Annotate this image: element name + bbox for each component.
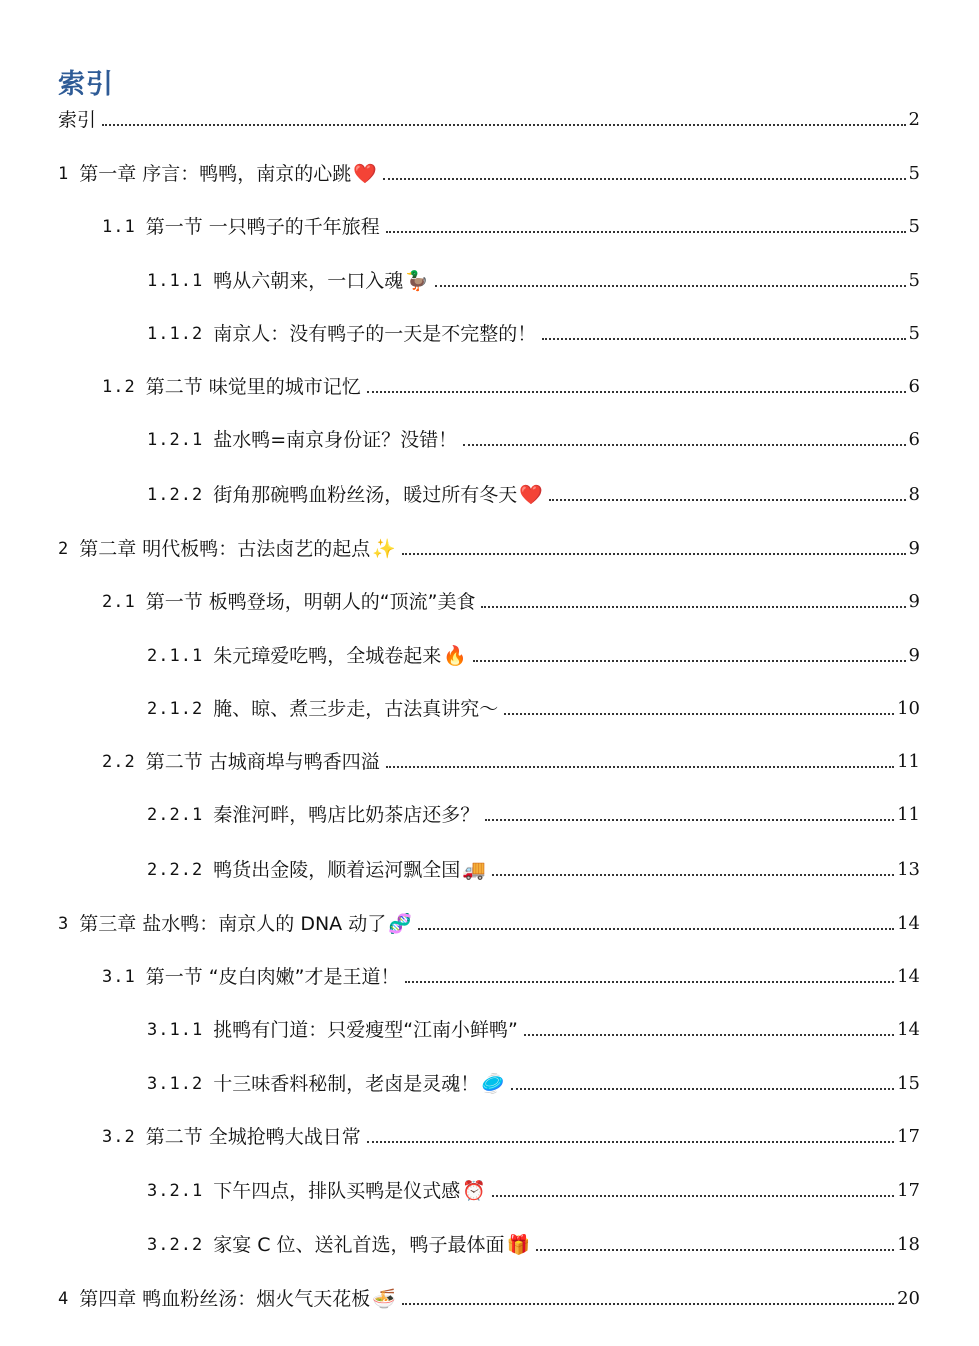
toc-entry-page: 5 [908,163,920,184]
toc-entry-number: 3.1.2 [147,1074,204,1094]
toc-entry-page: 11 [897,751,920,772]
toc-entry-number: 2 [58,539,70,559]
toc-entry-page: 5 [908,323,920,344]
toc-entry-title: 第四章 鸭血粉丝汤：烟火气天花板 [79,1288,371,1310]
toc-entry[interactable] [0,265,979,293]
toc-entry-page: 17 [897,1180,920,1201]
toc-entry[interactable] [0,104,979,132]
toc-entry[interactable] [0,746,979,774]
toc-entry[interactable] [0,961,979,989]
truck-icon: 🚚 [462,859,486,881]
toc-entry-title: 第二节 古城商埠与鸭香四溢 [145,751,380,773]
toc-entry[interactable] [0,424,979,452]
toc-entry-page: 5 [908,270,920,291]
toc-entry-page: 14 [897,966,920,987]
sparkles-icon: ✨ [372,538,396,560]
toc-entry-title: 第三章 盐水鸭：南京人的 DNA 动了 [79,913,387,935]
toc-entry-number: 3.2.2 [147,1235,204,1255]
heart-icon: ❤️ [353,163,377,185]
toc-entry[interactable] [0,1175,979,1203]
toc-entry-number: 2.2.1 [147,805,204,825]
toc-entry-number: 3.2.1 [147,1181,204,1201]
noodle-bowl-icon: 🍜 [372,1288,396,1310]
leader-dots [536,1248,894,1251]
toc-entry-title: 第二章 明代板鸭：古法卤艺的起点 [79,538,371,560]
toc-entry-number: 2.2.2 [147,860,204,880]
toc-entry-title: 家宴 C 位、送礼首选，鸭子最体面 [213,1234,505,1256]
toc-entry-number: 4 [58,1289,70,1309]
leader-dots [511,1087,894,1090]
toc-entry[interactable] [0,158,979,186]
toc-entry-page: 13 [897,859,920,880]
toc-entry-title: 十三味香料秘制，老卤是灵魂！ [213,1073,480,1095]
leader-dots [402,552,906,555]
toc-entry-page: 14 [897,1019,920,1040]
leader-dots [405,980,894,983]
toc-entry-number: 3 [58,914,70,934]
leader-dots [549,498,906,501]
toc-entry-title: 盐水鸭=南京身份证？没错！ [213,429,458,451]
toc-entry-title: 索引 [58,109,97,131]
toc-entry-page: 18 [897,1234,920,1255]
toc-entry[interactable] [0,318,979,346]
toc-entry-number: 1 [58,164,70,184]
leader-dots [481,605,905,608]
toc-entry[interactable] [0,1283,979,1311]
toc-entry-title: 腌、晾、煮三步走，古法真讲究～ [213,698,499,720]
duck-icon: 🦆 [405,270,429,292]
toc-entry-title: 街角那碗鸭血粉丝汤，暖过所有冬天 [213,484,518,506]
toc-entry-title: 下午四点，排队买鸭是仪式感 [213,1180,461,1202]
toc-entry-page: 11 [897,804,920,825]
toc-entry[interactable] [0,211,979,239]
toc-entry-title: 秦淮河畔，鸭店比奶茶店还多？ [213,804,480,826]
toc-entry-page: 9 [908,591,920,612]
toc-entry[interactable] [0,533,979,561]
toc-entry-number: 1.2.1 [147,430,204,450]
toc-entry-page: 6 [908,376,920,397]
toc-entry-title: 鸭从六朝来，一口入魂 [213,270,404,292]
leader-dots [402,1302,894,1305]
toc-entry-page: 14 [897,913,920,934]
alarm-clock-icon: ⏰ [462,1180,486,1202]
toc-entry[interactable] [0,854,979,882]
fire-icon: 🔥 [443,645,467,667]
toc-entry-title: 第二节 味觉里的城市记忆 [145,376,361,398]
heart-icon: ❤️ [519,484,543,506]
toc-entry-number: 3.1.1 [147,1020,204,1040]
toc-entry-page: 8 [908,484,920,505]
toc-entry-title: 朱元璋爱吃鸭，全城卷起来 [213,645,442,667]
toc-entry-page: 17 [897,1126,920,1147]
toc-entry-page: 10 [897,698,920,719]
leader-dots [463,443,905,446]
leader-dots [367,1140,894,1143]
toc-entry-number: 1.1 [102,217,136,237]
leader-dots [102,123,906,126]
toc-entry-page: 9 [908,645,920,666]
leader-dots [418,927,894,930]
toc-entry-title: 第一节 一只鸭子的千年旅程 [145,216,380,238]
toc-entry[interactable] [0,1121,979,1149]
toc-entry[interactable] [0,640,979,668]
leader-dots [492,1194,894,1197]
gift-icon: 🎁 [506,1234,531,1256]
toc-entry-title: 第一节 “皮白肉嫩”才是王道！ [145,966,400,988]
toc-entry-number: 2.1.2 [147,699,204,719]
toc-entry-number: 1.2 [102,377,136,397]
toc-entry-page: 2 [908,109,920,130]
toc-entry-title: 南京人：没有鸭子的一天是不完整的！ [213,323,537,345]
toc-heading: 索引 [58,69,114,100]
leader-dots [473,659,906,662]
toc-entry-number: 3.2 [102,1127,136,1147]
toc-entry[interactable] [0,1014,979,1042]
disc-icon: 🥏 [481,1073,505,1095]
toc-entry-number: 2.2 [102,752,136,772]
toc-entry-page: 6 [908,429,920,450]
leader-dots [542,337,905,340]
toc-entry-page: 5 [908,216,920,237]
leader-dots [492,873,894,876]
toc-entry[interactable] [0,479,979,507]
toc-entry-title: 鸭货出金陵，顺着运河飘全国 [213,859,461,881]
toc-entry-number: 2.1 [102,592,136,612]
toc-entry-page: 20 [897,1288,920,1309]
leader-dots [504,712,894,715]
toc-entry-page: 15 [897,1073,920,1094]
dna-icon: 🧬 [388,913,412,935]
toc-entry[interactable] [0,586,979,614]
toc-entry-title: 第一节 板鸭登场，明朝人的“顶流”美食 [145,591,476,613]
toc-entry[interactable] [0,908,979,936]
toc-entry-number: 1.1.1 [147,271,204,291]
leader-dots [386,765,894,768]
leader-dots [435,284,906,287]
toc-entry-page: 9 [908,538,920,559]
leader-dots [383,177,906,180]
leader-dots [524,1033,894,1036]
leader-dots [367,390,906,393]
toc-entry-number: 2.1.1 [147,646,204,666]
toc-entry[interactable] [0,693,979,721]
leader-dots [386,230,906,233]
toc-entry-title: 第一章 序言：鸭鸭，南京的心跳 [79,163,352,185]
toc-entry[interactable] [0,1229,979,1257]
leader-dots [485,818,894,821]
toc-entry-number: 1.2.2 [147,485,204,505]
toc-entry[interactable] [0,1068,979,1096]
toc-entry-number: 1.1.2 [147,324,204,344]
toc-entry[interactable] [0,371,979,399]
toc-entry[interactable] [0,799,979,827]
toc-entry-title: 第二节 全城抢鸭大战日常 [145,1126,361,1148]
toc-entry-title: 挑鸭有门道：只爱瘦型“江南小鲜鸭” [213,1019,518,1041]
toc-entry-number: 3.1 [102,967,136,987]
